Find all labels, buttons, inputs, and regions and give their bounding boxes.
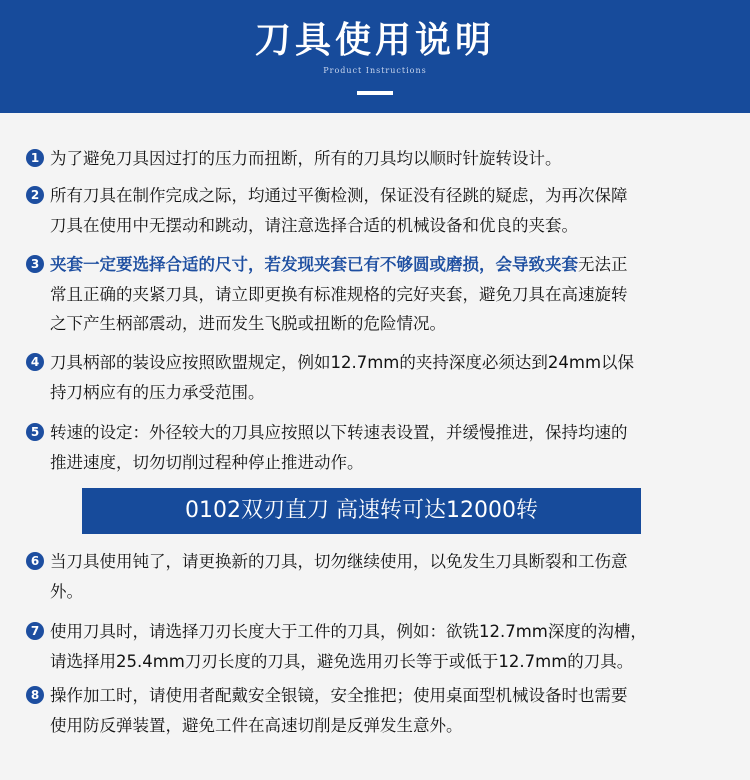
instruction-line: 外。 — [50, 581, 83, 601]
instruction-line: 为了避免刀具因过打的压力而扭断，所有的刀具均以顺时针旋转设计。 — [50, 149, 562, 168]
number-badge-icon: 7 — [26, 622, 44, 640]
number-badge-icon: 8 — [26, 686, 44, 704]
instruction-line: 转速的设定：外径较大的刀具应按照以下转速表设置，并缓慢推进，保持均速的 — [50, 423, 628, 442]
highlight-comma: ， — [479, 255, 496, 274]
instruction-line: 持刀柄应有的压力承受范围。 — [50, 382, 265, 402]
page-subtitle: Product Instructions — [323, 66, 427, 75]
header-banner — [0, 0, 750, 113]
number-badge-icon: 1 — [26, 149, 44, 167]
highlight-text: 会导致夹套 — [495, 255, 578, 274]
instruction-line: 当刀具使用钝了，请更换新的刀具，切勿继续使用，以免发生刀具断裂和工伤意 — [50, 552, 628, 571]
instruction-line: 推进速度，切勿切削过程种停止推进动作。 — [50, 452, 364, 472]
number-badge-icon: 4 — [26, 353, 44, 371]
instruction-line: 使用刀具时，请选择刀刃长度大于工件的刀具，例如：欲铣12.7mm深度的沟槽， — [50, 622, 647, 641]
instruction-text: 无法正 — [578, 255, 628, 274]
instruction-line: 常且正确的夹紧刀具，请立即更换有标准规格的完好夹套，避免刀具在高速旋转 — [50, 284, 628, 304]
instruction-line: 操作加工时，请使用者配戴安全银镜，安全推把；使用桌面型机械设备时也需要 — [50, 686, 628, 705]
highlight-text: 若发现夹套已有不够圆或磨损 — [264, 255, 479, 274]
product-banner: 0102双刃直刀 高速转可达12000转 — [82, 488, 641, 534]
instruction-line: 使用防反弹装置，避免工件在高速切削是反弹发生意外。 — [50, 715, 463, 735]
number-badge-icon: 2 — [26, 186, 44, 204]
number-badge-icon: 5 — [26, 423, 44, 441]
highlight-comma: ， — [248, 255, 265, 274]
number-badge-icon: 6 — [26, 552, 44, 570]
instruction-line: 请选择用25.4mm刀刃长度的刀具，避免选用刃长等于或低于12.7mm的刀具。 — [50, 651, 634, 671]
instruction-line: 之下产生柄部震动，进而发生飞脱或扭断的危险情况。 — [50, 314, 446, 333]
page-title: 刀具使用说明 — [254, 20, 495, 61]
number-badge-icon: 3 — [26, 255, 44, 273]
instruction-line: 刀具在使用中无摆动和跳动，请注意选择合适的机械设备和优良的夹套。 — [50, 215, 578, 235]
title-underline — [357, 91, 393, 95]
highlight-text: 夹套一定要选择合适的尺寸 — [50, 255, 248, 274]
instruction-line: 刀具柄部的装设应按照欧盟规定，例如12.7mm的夹持深度必须达到24mm以保 — [50, 353, 635, 372]
instruction-line: 所有刀具在制作完成之际，均通过平衡检测，保证没有径跳的疑虑，为再次保障 — [50, 186, 628, 205]
